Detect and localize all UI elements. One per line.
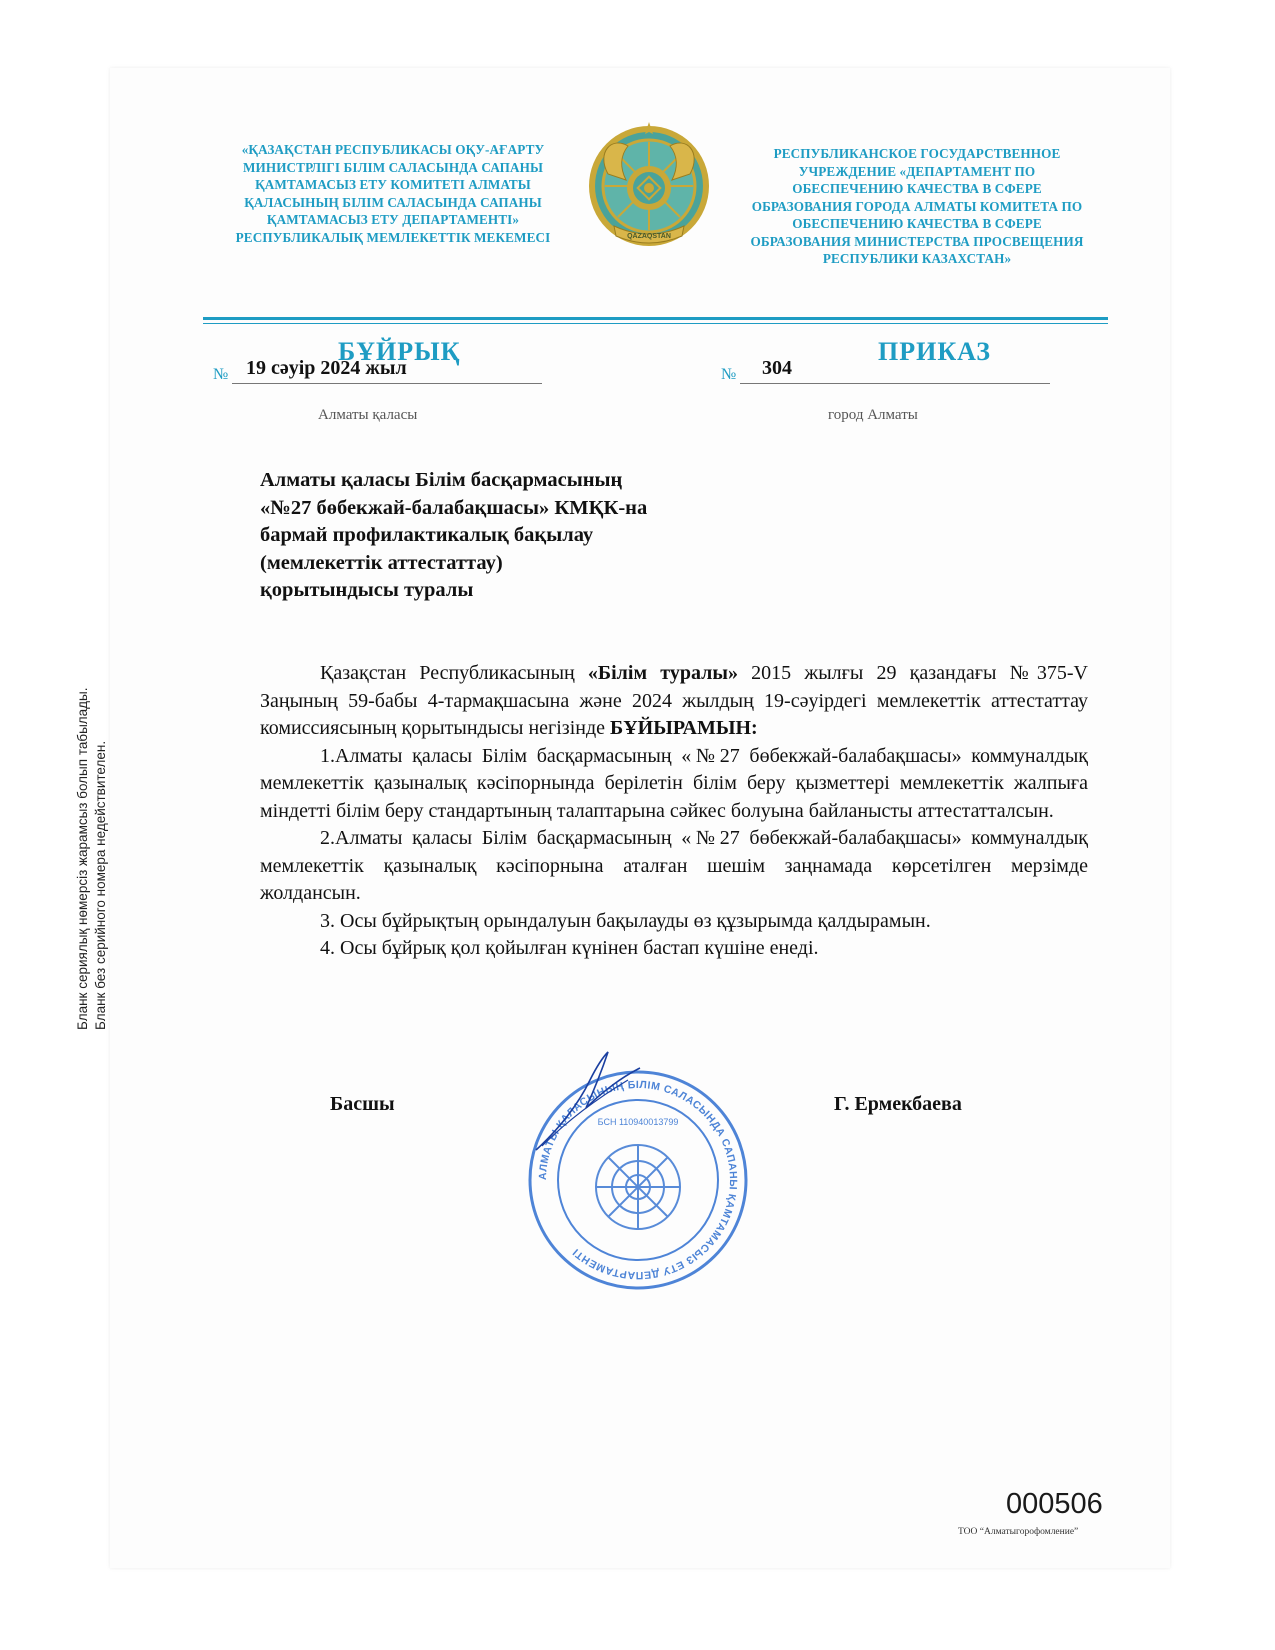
side-note [74, 610, 110, 1030]
stamp-ring-text: АЛМАТЫ ҚАЛАСЫНЫҢ БІЛІМ САЛАСЫНДА САПАНЫ ҚАМТАМАСЫЗ ЕТУ ДЕПАРТАМЕНТІ [536, 1078, 740, 1282]
doc-type-ru: ПРИКАЗ [878, 337, 992, 366]
header-kz-line: ҚАМТАМАСЫЗ ЕТУ КОМИТЕТІ АЛМАТЫ [255, 177, 531, 192]
subject-line: Алматы қаласы Білім басқармасының [260, 469, 623, 491]
side-note-line: Бланк без серийного номера недействителен. [93, 740, 108, 1030]
order-word: БҰЙЫРАМЫН: [610, 717, 758, 739]
side-note-line: Бланк сериялық нөмерсіз жарамсыз болып табылады. [75, 687, 90, 1030]
body-item-3: 3. Осы бұйрықтың орындалуын бақылауды өз құзырымда қалдырамын. [320, 909, 931, 932]
handwritten-signature [528, 1050, 648, 1160]
order-subject [260, 467, 647, 605]
city-ru: город Алматы [828, 407, 918, 423]
header-ru-line: РЕСПУБЛИКИ КАЗАХСТАН» [822, 251, 1012, 266]
header-ru [728, 145, 1106, 268]
printer-name: ТОО “Алматыгорофомление” [958, 1527, 1079, 1537]
header-ru-line: УЧРЕЖДЕНИЕ «ДЕПАРТАМЕНТ ПО [798, 163, 1036, 179]
subject-line: «№27 бөбекжай-балабақшасы» КМҚК-на [260, 496, 648, 519]
header-kz-line: РЕСПУБЛИКАЛЫҚ МЕМЛЕКЕТТІК МЕКЕМЕСІ [235, 229, 551, 245]
intro-text: Қазақстан Республикасының [320, 662, 588, 684]
header-kz-line: ҚАЛАСЫНЫҢ БІЛІМ САЛАСЫНДА САПАНЫ [244, 194, 542, 210]
header-divider-thin [203, 323, 1108, 324]
body-item-2: 2.Алматы қаласы Білім басқармасының «№27 бөбекжай-балабақшасы» коммуналдық мемлекеттік қазыналық кәсіпорнына аталған шешім заңнамада көрсетілген мерзімде жолдансын. [260, 827, 1088, 904]
header-ru-line: ОБРАЗОВАНИЯ ГОРОДА АЛМАТЫ КОМИТЕТА ПО [751, 198, 1083, 214]
number-sign-ru: № [721, 366, 737, 383]
subject-line: бармай профилактикалық бақылау [260, 524, 594, 546]
signatory-name: Г. Ермекбаева [834, 1093, 962, 1115]
body-item-1: 1.Алматы қаласы Білім басқармасының «№27 бөбекжай-балабақшасы» коммуналдық мемлекеттік қазыналық кәсіпорнында берілетін білім беру қызметтері мемлекеттік жалпыға міндетті білім беру стандартының талаптарына сәйкес болуына байланысты аттестатталсын. [260, 744, 1088, 822]
order-body [260, 660, 1088, 963]
body-item-4: 4. Осы бұйрық қол қойылған күнінен бастап күшіне енеді. [320, 937, 819, 959]
header-kz [208, 141, 578, 246]
signatory-position: Басшы [330, 1093, 395, 1115]
header-divider [203, 317, 1108, 320]
intro-text-cont: 2015 жылғы 29 қазандағы №375-V Заңының 59-бабы 4-тармақшасына және 2024 жылдың 19-сәуірдегі мемлекеттік аттестаттау комиссиясының қорытындысы негізінде [260, 662, 1088, 739]
doc-type-kz: БҰЙРЫҚ [338, 337, 461, 366]
header-ru-line: ОБРАЗОВАНИЯ МИНИСТЕРСТВА ПРОСВЕЩЕНИЯ [750, 233, 1084, 249]
header-ru-line: ОБЕСПЕЧЕНИЮ КАЧЕСТВА В СФЕРЕ [792, 181, 1042, 196]
subject-line: (мемлекеттік аттестаттау) [260, 551, 503, 574]
header-ru-line: РЕСПУБЛИКАНСКОЕ ГОСУДАРСТВЕННОЕ [773, 146, 1061, 161]
header-kz-line: ҚАМТАМАСЫЗ ЕТУ ДЕПАРТАМЕНТІ» [266, 212, 520, 227]
doc-date: 19 сәуір 2024 жыл [246, 357, 407, 379]
emblem-text: QAZAQSTAN [627, 233, 671, 240]
number-sign-kz: № [213, 366, 229, 383]
state-emblem-icon [586, 122, 712, 254]
city-kz: Алматы қаласы [318, 407, 418, 423]
header-kz-line: МИНИСТРЛІГІ БІЛІМ САЛАСЫНДА САПАНЫ [242, 159, 544, 175]
number-underline [740, 383, 1050, 384]
body-intro [260, 660, 1088, 743]
header-kz-line: «ҚАЗАҚСТАН РЕСПУБЛИКАСЫ ОҚУ-АҒАРТУ [241, 142, 545, 157]
subject-line: қорытындысы туралы [260, 579, 474, 601]
doc-number: 304 [762, 357, 792, 379]
header-ru-line: ОБЕСПЕЧЕНИЮ КАЧЕСТВА В СФЕРЕ [792, 216, 1042, 231]
stamp-bin: БСН 110940013799 [597, 1117, 679, 1127]
law-title: «Білім туралы» [587, 662, 738, 684]
date-underline [232, 383, 542, 384]
blank-serial-number: 000506 [1006, 1488, 1103, 1520]
